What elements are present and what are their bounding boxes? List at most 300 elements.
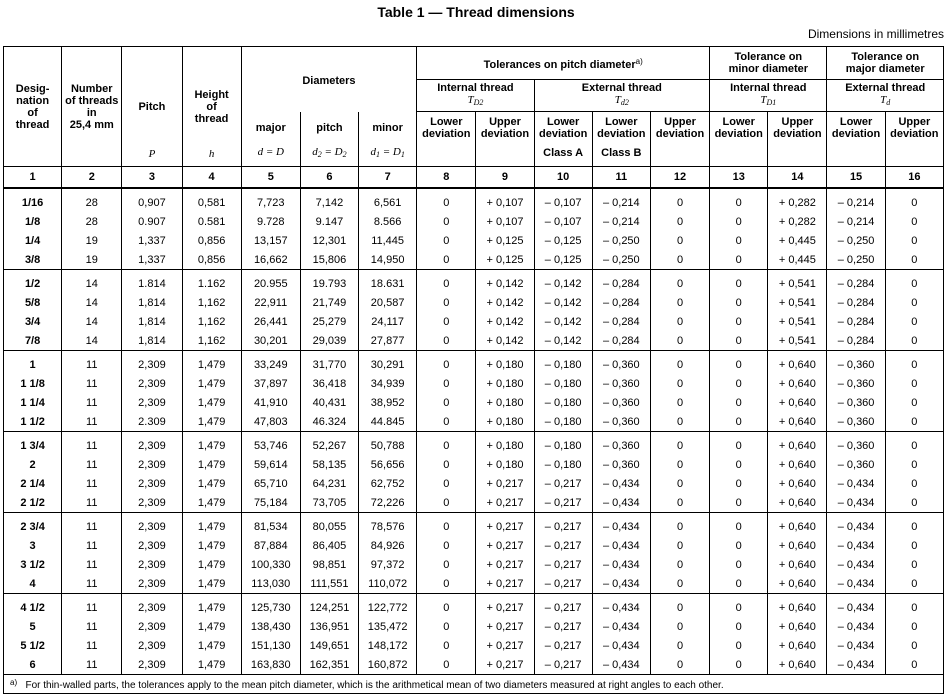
table-cell: 0 bbox=[650, 594, 709, 618]
thread-designation: 5/8 bbox=[4, 293, 62, 312]
table-cell: – 0,434 bbox=[592, 617, 650, 636]
table-cell: 59,614 bbox=[241, 455, 300, 474]
table-cell: 81,534 bbox=[241, 513, 300, 537]
thread-designation: 1 1/2 bbox=[4, 412, 62, 432]
table-cell: – 0,360 bbox=[592, 432, 650, 456]
table-cell: 2,309 bbox=[122, 455, 182, 474]
header-lower-deviation: Lower deviation Class A bbox=[534, 112, 592, 167]
table-cell: – 0,434 bbox=[592, 636, 650, 655]
table-cell: 0 bbox=[650, 188, 709, 212]
table-cell: 36,418 bbox=[300, 374, 358, 393]
table-cell: 29,039 bbox=[300, 331, 358, 351]
table-cell: – 0,217 bbox=[534, 536, 592, 555]
table-cell: + 0,541 bbox=[768, 312, 827, 331]
table-cell: 14,950 bbox=[359, 250, 417, 270]
table-cell: 2,309 bbox=[122, 617, 182, 636]
table-cell: 2,309 bbox=[122, 513, 182, 537]
table-cell: 11 bbox=[62, 513, 122, 537]
thread-designation: 4 1/2 bbox=[4, 594, 62, 618]
table-cell: 0 bbox=[911, 539, 918, 552]
table-cell: 0 bbox=[885, 432, 943, 456]
table-row bbox=[4, 393, 944, 412]
table-cell: + 0,125 bbox=[476, 250, 534, 270]
column-number: 8 bbox=[417, 167, 476, 189]
table-cell: + 0,282 bbox=[768, 212, 827, 231]
table-row bbox=[4, 351, 944, 375]
table-cell: 50,788 bbox=[359, 432, 417, 456]
table-cell: 136,951 bbox=[300, 617, 358, 636]
column-number: 7 bbox=[359, 167, 417, 189]
table-cell: + 0,640 bbox=[768, 555, 827, 574]
table-cell: 78,576 bbox=[359, 513, 417, 537]
table-cell: 2,309 bbox=[122, 393, 182, 412]
table-cell: 1.162 bbox=[182, 270, 241, 294]
table-cell: – 0,214 bbox=[592, 188, 650, 212]
table-cell: 0 bbox=[650, 393, 709, 412]
table-cell: + 0,640 bbox=[768, 493, 827, 513]
table-cell: 0 bbox=[710, 412, 768, 432]
table-cell: + 0,107 bbox=[476, 212, 534, 231]
table-cell: 0 bbox=[911, 496, 918, 509]
table-cell: 72,226 bbox=[359, 493, 417, 513]
table-cell: 0 bbox=[417, 231, 476, 250]
table-cell: 1,479 bbox=[182, 555, 241, 574]
table-cell: 0 bbox=[417, 374, 476, 393]
table-cell: 14 bbox=[62, 331, 122, 351]
table-cell: + 0,180 bbox=[476, 432, 534, 456]
table-cell: 9.728 bbox=[241, 212, 300, 231]
table-cell: 2,309 bbox=[122, 594, 182, 618]
table-cell: 0 bbox=[417, 513, 476, 537]
table-cell: – 0,217 bbox=[534, 474, 592, 493]
table-cell: 0 bbox=[417, 293, 476, 312]
table-cell: + 0,640 bbox=[768, 655, 827, 675]
table-cell: 52,267 bbox=[300, 432, 358, 456]
table-cell: + 0,217 bbox=[476, 594, 534, 618]
table-cell: + 0,142 bbox=[476, 312, 534, 331]
table-cell: 30,201 bbox=[241, 331, 300, 351]
table-cell: 20,587 bbox=[359, 293, 417, 312]
table-cell: 0 bbox=[417, 212, 476, 231]
table-row bbox=[4, 212, 944, 231]
table-cell: – 0,142 bbox=[534, 270, 592, 294]
table-cell: 41,910 bbox=[241, 393, 300, 412]
table-cell: + 0,217 bbox=[476, 493, 534, 513]
table-cell: 0 bbox=[911, 577, 918, 590]
table-cell: 0 bbox=[650, 555, 709, 574]
table-cell: 1,337 bbox=[122, 231, 182, 250]
column-number: 5 bbox=[241, 167, 300, 189]
table-cell: 0,581 bbox=[182, 188, 241, 212]
table-cell: 0 bbox=[650, 231, 709, 250]
table-cell: 11 bbox=[62, 493, 122, 513]
table-cell: 0 bbox=[417, 636, 476, 655]
column-number: 4 bbox=[182, 167, 241, 189]
table-cell: + 0,445 bbox=[768, 231, 827, 250]
table-cell: 24,117 bbox=[359, 312, 417, 331]
table-cell: 37,897 bbox=[241, 374, 300, 393]
table-row bbox=[4, 188, 944, 212]
table-cell: 1,162 bbox=[182, 293, 241, 312]
table-cell: 0 bbox=[710, 493, 768, 513]
table-cell: 1,479 bbox=[182, 617, 241, 636]
table-cell: 2.309 bbox=[122, 412, 182, 432]
table-cell: 0,856 bbox=[182, 231, 241, 250]
table-cell: – 0,434 bbox=[827, 474, 885, 493]
table-cell: 0 bbox=[417, 270, 476, 294]
table-cell: 0 bbox=[417, 655, 476, 675]
table-cell: 0 bbox=[650, 212, 709, 231]
table-cell: – 0,360 bbox=[827, 432, 885, 456]
thread-designation: 5 1/2 bbox=[4, 636, 62, 655]
table-cell: 8.566 bbox=[359, 212, 417, 231]
table-cell: 0 bbox=[650, 617, 709, 636]
thread-designation: 3 1/2 bbox=[4, 555, 62, 574]
table-cell: 0 bbox=[417, 594, 476, 618]
table-cell: 0 bbox=[650, 250, 709, 270]
table-cell: + 0,217 bbox=[476, 617, 534, 636]
table-cell: 1,479 bbox=[182, 655, 241, 675]
thread-designation: 1/8 bbox=[4, 212, 62, 231]
table-cell: 0 bbox=[911, 477, 918, 490]
table-cell: – 0,217 bbox=[534, 655, 592, 675]
table-cell: 2,309 bbox=[122, 555, 182, 574]
table-cell: – 0,284 bbox=[827, 270, 885, 294]
table-cell: + 0,640 bbox=[768, 432, 827, 456]
table-row bbox=[4, 412, 944, 432]
table-cell: + 0,640 bbox=[768, 536, 827, 555]
table-cell: 149,651 bbox=[300, 636, 358, 655]
table-cell: 0 bbox=[710, 351, 768, 375]
header-tolerances-pitch: Tolerances on pitch diameter$^{a)}$ bbox=[417, 47, 710, 80]
table-cell: 0 bbox=[417, 617, 476, 636]
column-numbers-row bbox=[4, 167, 944, 189]
table-cell: 28 bbox=[62, 188, 122, 212]
table-cell: 9.147 bbox=[300, 212, 358, 231]
table-cell: – 0,125 bbox=[534, 250, 592, 270]
table-row bbox=[4, 555, 944, 574]
table-cell: 163,830 bbox=[241, 655, 300, 675]
table-cell: 0 bbox=[417, 574, 476, 594]
table-cell: + 0,640 bbox=[768, 474, 827, 493]
table-cell: 0 bbox=[417, 536, 476, 555]
thread-designation: 3/8 bbox=[4, 250, 62, 270]
footnote-text: For thin-walled parts, the tolerances apply to the mean pitch diameter, which is the arithmetical mean of two diameters measured at right angles to each other. bbox=[25, 679, 724, 691]
column-number: 12 bbox=[650, 167, 709, 189]
table-cell: 87,884 bbox=[241, 536, 300, 555]
table-cell: + 0,541 bbox=[768, 331, 827, 351]
table-cell: – 0,284 bbox=[827, 331, 885, 351]
table-cell: 11,445 bbox=[359, 231, 417, 250]
table-cell: + 0,217 bbox=[476, 555, 534, 574]
table-cell: 19 bbox=[62, 250, 122, 270]
table-cell: 2,309 bbox=[122, 536, 182, 555]
pitch-symbol: P bbox=[148, 148, 156, 160]
thread-designation: 1/2 bbox=[4, 270, 62, 294]
table-cell: 22,911 bbox=[241, 293, 300, 312]
table-row bbox=[4, 293, 944, 312]
column-number: 14 bbox=[768, 167, 827, 189]
table-cell: 1,479 bbox=[182, 393, 241, 412]
table-cell: 56,656 bbox=[359, 455, 417, 474]
table-cell: 1,479 bbox=[182, 513, 241, 537]
table-cell: 1,479 bbox=[182, 374, 241, 393]
column-number: 1 bbox=[4, 167, 62, 189]
table-cell: 25,279 bbox=[300, 312, 358, 331]
table-cell: 40,431 bbox=[300, 393, 358, 412]
table-cell: 11 bbox=[62, 636, 122, 655]
table-cell: 0,856 bbox=[182, 250, 241, 270]
table-cell: 110,072 bbox=[359, 574, 417, 594]
table-cell: – 0,217 bbox=[534, 574, 592, 594]
table-cell: 73,705 bbox=[300, 493, 358, 513]
table-cell: + 0,217 bbox=[476, 655, 534, 675]
table-cell: 1,479 bbox=[182, 636, 241, 655]
column-number: 13 bbox=[710, 167, 768, 189]
table-cell: 1,479 bbox=[182, 412, 241, 432]
table-cell: – 0,434 bbox=[827, 493, 885, 513]
table-cell: 14 bbox=[62, 293, 122, 312]
table-cell: 0 bbox=[710, 393, 768, 412]
table-cell: 84,926 bbox=[359, 536, 417, 555]
table-cell: 1,479 bbox=[182, 536, 241, 555]
table-cell: 47,803 bbox=[241, 412, 300, 432]
table-cell: 1,479 bbox=[182, 455, 241, 474]
table-cell: – 0,217 bbox=[534, 617, 592, 636]
header-internal-thread-minor: Internal thread $T_{D1}$ bbox=[710, 80, 827, 112]
table-cell: 1.814 bbox=[122, 270, 182, 294]
table-cell: 0 bbox=[911, 377, 918, 390]
table-cell: – 0,214 bbox=[827, 188, 885, 212]
header-diameters: Diameters bbox=[241, 47, 417, 112]
table-cell: 1,479 bbox=[182, 432, 241, 456]
table-cell: 15,806 bbox=[300, 250, 358, 270]
table-cell: 11 bbox=[62, 617, 122, 636]
column-number: 6 bbox=[300, 167, 358, 189]
table-cell: 0 bbox=[650, 455, 709, 474]
table-cell: – 0,284 bbox=[592, 293, 650, 312]
table-cell: 14 bbox=[62, 270, 122, 294]
table-cell: + 0,445 bbox=[768, 250, 827, 270]
table-cell: 0 bbox=[650, 293, 709, 312]
table-cell: 124,251 bbox=[300, 594, 358, 618]
table-cell: 0 bbox=[650, 412, 709, 432]
table-cell: 0 bbox=[710, 293, 768, 312]
table-cell: – 0,125 bbox=[534, 231, 592, 250]
table-cell: 0 bbox=[710, 555, 768, 574]
thread-designation: 6 bbox=[4, 655, 62, 675]
table-cell: 1,162 bbox=[182, 331, 241, 351]
table-cell: 0 bbox=[911, 196, 918, 209]
table-cell: 12,301 bbox=[300, 231, 358, 250]
table-cell: 11 bbox=[62, 474, 122, 493]
table-cell: 11 bbox=[62, 432, 122, 456]
table-cell: 0 bbox=[650, 574, 709, 594]
table-cell: 16,662 bbox=[241, 250, 300, 270]
table-cell: 1,814 bbox=[122, 312, 182, 331]
table-cell: – 0,360 bbox=[592, 374, 650, 393]
table-cell: 135,472 bbox=[359, 617, 417, 636]
table-cell: + 0,282 bbox=[768, 188, 827, 212]
table-cell: 0 bbox=[417, 455, 476, 474]
table-cell: + 0,180 bbox=[476, 412, 534, 432]
header-number-of-threads: Number of threads in 25,4 mm bbox=[62, 47, 122, 167]
table-cell: + 0,640 bbox=[768, 636, 827, 655]
table-cell: 0 bbox=[911, 415, 918, 428]
table-cell: 1,814 bbox=[122, 331, 182, 351]
table-cell: 0 bbox=[710, 231, 768, 250]
thread-designation: 1 1/4 bbox=[4, 393, 62, 412]
table-cell: 2,309 bbox=[122, 432, 182, 456]
table-cell: + 0,640 bbox=[768, 351, 827, 375]
table-cell: – 0,434 bbox=[827, 536, 885, 555]
table-row bbox=[4, 594, 944, 618]
table-cell: 64,231 bbox=[300, 474, 358, 493]
table-cell: 0 bbox=[911, 620, 918, 633]
table-cell: + 0,180 bbox=[476, 393, 534, 412]
column-number: 2 bbox=[62, 167, 122, 189]
table-row bbox=[4, 250, 944, 270]
table-cell: – 0,360 bbox=[592, 393, 650, 412]
table-cell: 151,130 bbox=[241, 636, 300, 655]
table-row bbox=[4, 231, 944, 250]
table-cell: – 0,434 bbox=[827, 555, 885, 574]
table-cell: 0 bbox=[911, 558, 918, 571]
header-upper-deviation: Upper deviation bbox=[768, 112, 827, 167]
column-number: 10 bbox=[534, 167, 592, 189]
table-cell: – 0,250 bbox=[592, 250, 650, 270]
table-cell: 0 bbox=[911, 234, 918, 247]
header-tolerance-major: Tolerance on major diameter bbox=[845, 51, 925, 75]
table-cell: – 0,434 bbox=[592, 555, 650, 574]
thread-designation: 2 bbox=[4, 455, 62, 474]
table-cell: 97,372 bbox=[359, 555, 417, 574]
table-cell: – 0,360 bbox=[827, 393, 885, 412]
table-cell: + 0,107 bbox=[476, 188, 534, 212]
table-cell: + 0,640 bbox=[768, 513, 827, 537]
table-cell: – 0,142 bbox=[534, 293, 592, 312]
table-cell: 20.955 bbox=[241, 270, 300, 294]
table-cell: + 0,180 bbox=[476, 455, 534, 474]
table-cell: 11 bbox=[62, 536, 122, 555]
table-cell: 0 bbox=[710, 331, 768, 351]
table-cell: + 0,217 bbox=[476, 513, 534, 537]
table-cell: 34,939 bbox=[359, 374, 417, 393]
table-cell: 19 bbox=[62, 231, 122, 250]
header-upper-deviation: Upper deviation bbox=[650, 112, 709, 167]
table-cell: 125,730 bbox=[241, 594, 300, 618]
table-cell: 0 bbox=[710, 432, 768, 456]
height-symbol: h bbox=[208, 148, 215, 160]
header-lower-deviation: Lower deviation bbox=[710, 112, 768, 167]
table-cell: – 0,360 bbox=[592, 412, 650, 432]
table-cell: + 0,217 bbox=[476, 636, 534, 655]
table-cell: + 0,142 bbox=[476, 270, 534, 294]
table-cell: 33,249 bbox=[241, 351, 300, 375]
table-cell: – 0,434 bbox=[592, 493, 650, 513]
table-cell: 138,430 bbox=[241, 617, 300, 636]
table-cell: 0 bbox=[885, 513, 943, 537]
table-cell: 62,752 bbox=[359, 474, 417, 493]
table-cell: + 0,640 bbox=[768, 393, 827, 412]
table-cell: 2,309 bbox=[122, 574, 182, 594]
table-cell: – 0,180 bbox=[534, 432, 592, 456]
header-tolerance-minor: Tolerance on minor diameter bbox=[710, 47, 827, 80]
table-row bbox=[4, 455, 944, 474]
table-cell: 0 bbox=[417, 188, 476, 212]
table-cell: 26,441 bbox=[241, 312, 300, 331]
table-cell: 0 bbox=[417, 331, 476, 351]
table-row bbox=[4, 574, 944, 594]
table-cell: – 0,180 bbox=[534, 374, 592, 393]
table-cell: 11 bbox=[62, 351, 122, 375]
table-cell: 13,157 bbox=[241, 231, 300, 250]
table-cell: – 0,284 bbox=[592, 270, 650, 294]
table-cell: 19.793 bbox=[300, 270, 358, 294]
table-cell: – 0,434 bbox=[827, 636, 885, 655]
table-cell: 0 bbox=[911, 639, 918, 652]
table-row bbox=[4, 270, 944, 294]
table-cell: 1,479 bbox=[182, 594, 241, 618]
table-cell: 0 bbox=[710, 617, 768, 636]
table-cell: – 0,107 bbox=[534, 212, 592, 231]
table-cell: 1,337 bbox=[122, 250, 182, 270]
table-cell: – 0,250 bbox=[827, 231, 885, 250]
thread-designation: 5 bbox=[4, 617, 62, 636]
table-cell: 44.845 bbox=[359, 412, 417, 432]
table-cell: + 0,217 bbox=[476, 536, 534, 555]
table-cell: 1,479 bbox=[182, 474, 241, 493]
header-lower-deviation: Lower deviation bbox=[417, 112, 476, 167]
table-cell: 2,309 bbox=[122, 474, 182, 493]
table-cell: + 0,180 bbox=[476, 374, 534, 393]
column-number: 3 bbox=[122, 167, 182, 189]
table-cell: 0 bbox=[710, 594, 768, 618]
table-cell: – 0,217 bbox=[534, 513, 592, 537]
table-row bbox=[4, 331, 944, 351]
table-title: Table 1 — Thread dimensions bbox=[377, 4, 575, 20]
thread-designation: 7/8 bbox=[4, 331, 62, 351]
thread-designation: 1 bbox=[4, 351, 62, 375]
table-row bbox=[4, 474, 944, 493]
table-cell: 0 bbox=[911, 658, 918, 671]
table-cell: + 0,125 bbox=[476, 231, 534, 250]
table-row bbox=[4, 636, 944, 655]
header-external-thread-major: External thread $T_d$ bbox=[827, 80, 944, 112]
thread-designation: 3 bbox=[4, 536, 62, 555]
thread-dimensions-table bbox=[3, 46, 944, 694]
table-cell: 0 bbox=[710, 474, 768, 493]
table-cell: 0 bbox=[650, 536, 709, 555]
table-cell: – 0,434 bbox=[592, 474, 650, 493]
table-cell: 30,291 bbox=[359, 351, 417, 375]
table-cell: – 0,434 bbox=[827, 574, 885, 594]
table-cell: 0 bbox=[650, 312, 709, 331]
footnote-marker: a) bbox=[10, 677, 18, 687]
table-cell: – 0,142 bbox=[534, 312, 592, 331]
table-cell: 2,309 bbox=[122, 655, 182, 675]
table-cell: – 0,284 bbox=[827, 312, 885, 331]
table-cell: – 0,434 bbox=[592, 574, 650, 594]
table-cell: 75,184 bbox=[241, 493, 300, 513]
table-cell: 0 bbox=[710, 212, 768, 231]
column-number: 15 bbox=[827, 167, 885, 189]
table-cell: – 0,142 bbox=[534, 331, 592, 351]
table-cell: – 0,217 bbox=[534, 555, 592, 574]
table-cell: 0 bbox=[417, 250, 476, 270]
column-number: 16 bbox=[885, 167, 943, 189]
table-cell: 0,907 bbox=[122, 188, 182, 212]
